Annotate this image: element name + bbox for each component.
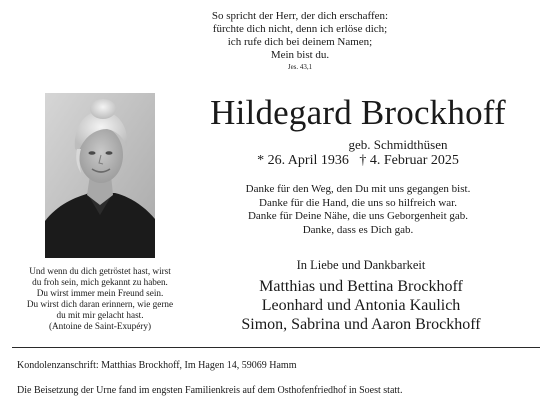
mourner-line: Simon, Sabrina und Aaron Brockhoff bbox=[241, 316, 481, 333]
saint-exupery-quote bbox=[2, 266, 198, 332]
quote-line: du froh sein, mich gekannt zu haben. bbox=[32, 277, 168, 287]
portrait-photo bbox=[45, 93, 155, 258]
portrait-illustration bbox=[45, 93, 155, 258]
burial-notice: Die Beisetzung der Urne fand im engsten Familienkreis auf dem Osthofenfriedhof in Soest statt. bbox=[17, 385, 403, 396]
verse-line: Mein bist du. bbox=[270, 49, 330, 61]
thanks-line: Danke, dass es Dich gab. bbox=[302, 223, 414, 236]
thanks-line: Danke für Deine Nähe, die uns Geborgenheit gab. bbox=[247, 210, 469, 222]
verse-reference: Jes. 43,1 bbox=[287, 63, 313, 71]
life-dates bbox=[188, 152, 528, 170]
mourner-line: Matthias und Bettina Brockhoff bbox=[259, 278, 463, 295]
verse-line: So spricht der Herr, der dich erschaffen: bbox=[211, 10, 389, 22]
bible-verse bbox=[150, 10, 450, 72]
quote-line: du mit mir gelacht hast. bbox=[56, 310, 144, 320]
quote-line: Und wenn du dich getröstet hast, wirst bbox=[29, 266, 171, 276]
mourners-list bbox=[198, 277, 524, 334]
verse-line: fürchte dich nicht, denn ich erlöse dich; bbox=[212, 23, 388, 35]
deceased-name: Hildegard Brockhoff bbox=[210, 93, 506, 132]
verse-line: ich rufe dich bei deinem Namen; bbox=[227, 36, 373, 48]
thanks-line: Danke für die Hand, die uns so hilfreich war. bbox=[259, 196, 457, 209]
quote-line: Du wirst immer mein Freund sein. bbox=[36, 288, 164, 298]
quote-line: Du wirst dich daran erinnern, wie gerne bbox=[26, 299, 174, 309]
condolence-address: Kondolenzanschrift: Matthias Brockhoff, Im Hagen 14, 59069 Hamm bbox=[17, 360, 297, 371]
divider bbox=[12, 347, 540, 348]
life-dates-text: * 26. April 1936 † 4. Februar 2025 bbox=[257, 153, 459, 168]
quote-attribution: (Antoine de Saint-Exupéry) bbox=[48, 321, 152, 331]
thanks-text bbox=[198, 183, 518, 237]
mourner-line: Leonhard und Antonia Kaulich bbox=[261, 297, 461, 314]
thanks-line: Danke für den Weg, den Du mit uns gegangen bist. bbox=[245, 183, 471, 195]
birth-name: geb. Schmidthüsen bbox=[348, 137, 448, 152]
mourners-intro: In Liebe und Dankbarkeit bbox=[296, 258, 426, 272]
